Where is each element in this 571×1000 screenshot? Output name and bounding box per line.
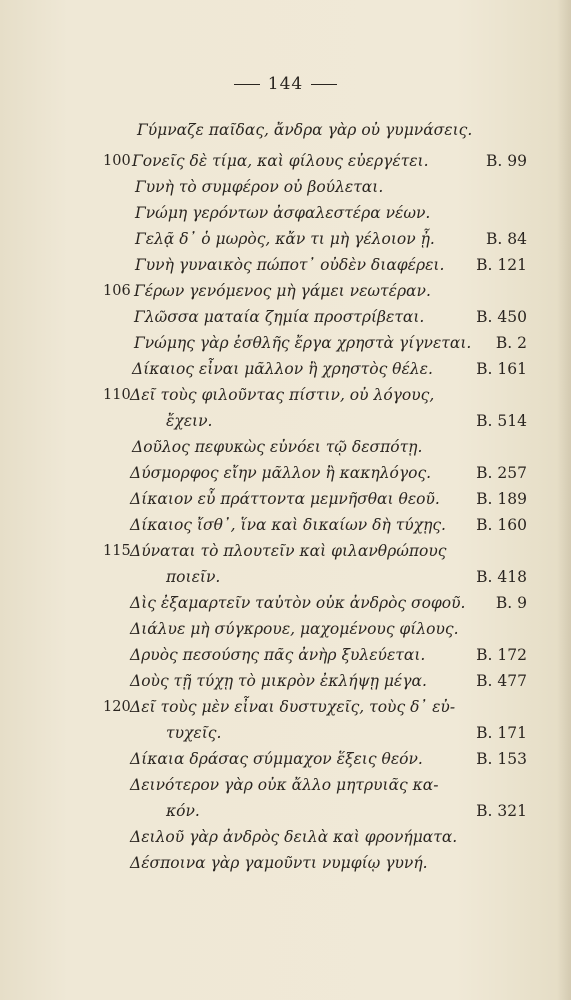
- verse-line: [0, 512, 571, 538]
- verse-line: [0, 226, 571, 252]
- reference-number: B. 161: [476, 360, 527, 378]
- verse-text: Δέσποινα γὰρ γαμοῦντι νυμφίῳ γυνή.: [130, 854, 428, 872]
- verse-text: κόν.: [166, 802, 200, 820]
- reference-number: B. 171: [476, 724, 527, 742]
- verse-text: Δεῖ τοὺς φιλοῦντας πίστιν, οὐ λόγους,: [130, 386, 435, 404]
- verse-text: Διάλυε μὴ σύγκρουε, μαχομένους φίλους.: [130, 620, 459, 638]
- verse-text: Γυνὴ γυναικὸς πώποτ᾽ οὐδὲν διαφέρει.: [135, 256, 445, 274]
- verse-line: [0, 356, 571, 382]
- verse-text: Δρυὸς πεσούσης πᾶς ἀνὴρ ξυλεύεται.: [130, 646, 426, 664]
- verse-text: Δίκαιον εὖ πράττοντα μεμνῆσθαι θεοῦ.: [130, 490, 440, 508]
- verse-text: Δοῦλος πεφυκὼς εὐνόει τῷ δεσπότῃ.: [132, 438, 423, 456]
- reference-number: B. 153: [476, 750, 527, 768]
- verse-line: [0, 564, 571, 590]
- reference-number: B. 477: [476, 672, 527, 690]
- verse-text: Γελᾷ δ᾽ ὁ μωρὸς, κἄν τι μὴ γέλοιον ᾖ.: [135, 230, 435, 248]
- reference-number: B. 2: [495, 334, 527, 352]
- verse-line: [0, 304, 571, 330]
- line-number: 110: [103, 387, 131, 403]
- reference-number: B. 418: [476, 568, 527, 586]
- verse-text: Δὶς ἐξαμαρτεῖν ταὐτὸν οὐκ ἀνδρὸς σοφοῦ.: [130, 594, 466, 612]
- verse-text: ἔχειν.: [166, 412, 213, 430]
- verse-text: Γονεῖς δὲ τίμα, καὶ φίλους εὐεργέτει.: [132, 152, 429, 170]
- verse-text: Γέρων γενόμενος μὴ γάμει νεωτέραν.: [134, 282, 431, 300]
- verse-text: Δειλοῦ γὰρ ἀνδρὸς δειλὰ καὶ φρονήματα.: [130, 828, 458, 846]
- verse-line: [0, 330, 571, 356]
- verse-line: [0, 486, 571, 512]
- reference-number: B. 160: [476, 516, 527, 534]
- reference-number: B. 257: [476, 464, 527, 482]
- reference-number: B. 189: [476, 490, 527, 508]
- page-edge-shadow: [557, 0, 571, 1000]
- verse-line: [0, 278, 571, 304]
- verse-line: [0, 434, 571, 460]
- reference-number: B. 321: [476, 802, 527, 820]
- line-number: 100: [103, 153, 131, 169]
- verse-line: [0, 668, 571, 694]
- verse-text: τυχεῖς.: [166, 724, 222, 742]
- verse-line: [0, 850, 571, 876]
- header-dash: [311, 84, 337, 85]
- line-number: 120: [103, 699, 131, 715]
- verse-line: [0, 174, 571, 200]
- verse-line: [0, 538, 571, 564]
- verse-line: [0, 590, 571, 616]
- line-number: 115: [103, 543, 131, 559]
- reference-number: B. 9: [495, 594, 527, 612]
- verse-line: [0, 148, 571, 174]
- verse-text: Δεῖ τοὺς μὲν εἶναι δυστυχεῖς, τοὺς δ᾽ εὐ-: [130, 698, 456, 716]
- verse-text: Δύσμορφος εἴην μᾶλλον ἢ κακηλόγος.: [130, 464, 432, 482]
- verse-line: [0, 382, 571, 408]
- verse-text: Δίκαιος ἴσθ᾽, ἵνα καὶ δικαίων δὴ τύχῃς.: [130, 516, 446, 534]
- verse-line: [0, 616, 571, 642]
- verse-line: [0, 460, 571, 486]
- reference-number: B. 514: [476, 412, 527, 430]
- reference-number: B. 84: [486, 230, 527, 248]
- verse-text: Γνώμης γὰρ ἐσθλῆς ἔργα χρηστὰ γίγνεται.: [134, 334, 472, 352]
- verse-text: Γυνὴ τὸ συμφέρον οὐ βούλεται.: [135, 178, 384, 196]
- verse-text: Δίκαιος εἶναι μᾶλλον ἢ χρηστὸς θέλε.: [132, 360, 433, 378]
- verse-line: [0, 117, 571, 143]
- verse-text: Γνώμη γερόντων ἀσφαλεστέρα νέων.: [135, 204, 431, 222]
- verse-text: Δεινότερον γὰρ οὐκ ἄλλο μητρυιᾶς κα-: [130, 776, 439, 794]
- verse-text: Δοὺς τῇ τύχῃ τὸ μικρὸν ἐκλήψῃ μέγα.: [130, 672, 427, 690]
- verse-text: Γύμναζε παῖδας, ἄνδρα γὰρ οὐ γυμνάσεις.: [137, 121, 473, 139]
- reference-number: B. 450: [476, 308, 527, 326]
- verse-line: [0, 772, 571, 798]
- verse-line: [0, 200, 571, 226]
- verse-line: [0, 746, 571, 772]
- verse-text: Γλῶσσα ματαία ζημία προστρίβεται.: [134, 308, 425, 326]
- page-header: [0, 74, 571, 94]
- reference-number: B. 99: [486, 152, 527, 170]
- header-dash: [234, 84, 260, 85]
- verse-line: [0, 252, 571, 278]
- reference-number: B. 121: [476, 256, 527, 274]
- page-number: 144: [267, 74, 304, 94]
- verse-text: ποιεῖν.: [166, 568, 221, 586]
- verse-text: Δίκαια δράσας σύμμαχον ἕξεις θεόν.: [130, 750, 423, 768]
- verse-text: Δύναται τὸ πλουτεῖν καὶ φιλανθρώπους: [130, 542, 447, 560]
- line-number: 106: [103, 283, 131, 299]
- verse-line: [0, 824, 571, 850]
- verse-line: [0, 642, 571, 668]
- verse-line: [0, 408, 571, 434]
- verse-line: [0, 720, 571, 746]
- reference-number: B. 172: [476, 646, 527, 664]
- verse-line: [0, 798, 571, 824]
- verse-line: [0, 694, 571, 720]
